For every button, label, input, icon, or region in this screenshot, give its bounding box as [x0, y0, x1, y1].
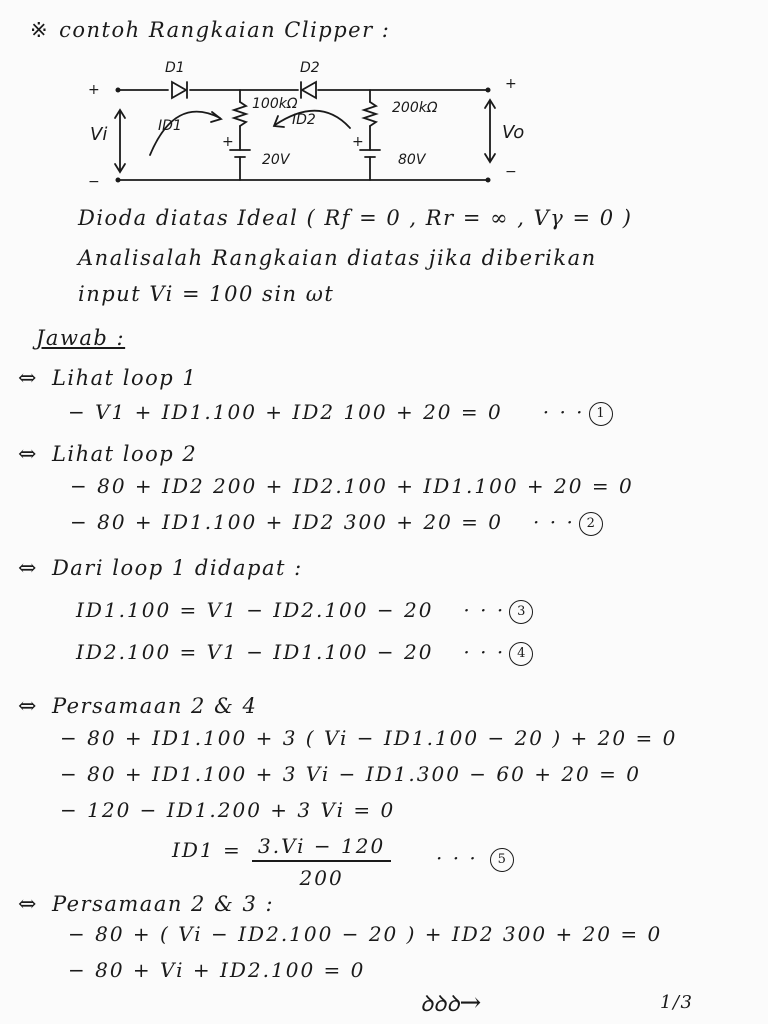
- resistor-r1-icon: [234, 102, 246, 126]
- double-arrow-icon: ⇔: [18, 366, 38, 391]
- solution-heading: Jawab :: [36, 326, 126, 350]
- step-4-label: ⇔ Persamaan 2 & 4: [18, 694, 258, 719]
- double-arrow-icon: ⇔: [18, 442, 38, 467]
- label-id2: ID2: [292, 112, 316, 128]
- label-vo-minus: −: [505, 164, 517, 180]
- equation-4: ID2.100 = V1 − ID1.100 − 20 · · · 4: [76, 640, 533, 666]
- step-2-label: ⇔ Lihat loop 2: [18, 442, 198, 467]
- problem-line-1: Dioda diatas Ideal ( Rf = 0 , Rr = ∞ , Vγ = 0 ): [78, 206, 633, 230]
- equation-ref-5-wrap: · · · 5: [436, 846, 514, 872]
- terminal-dot: [486, 178, 491, 183]
- next-page-arrow-icon: ꝺꝺꝺ→: [420, 988, 482, 1018]
- resistor-r2-icon: [364, 102, 376, 126]
- equation-2a: − 80 + ID2 200 + ID2.100 + ID1.100 + 20 = 0: [70, 474, 634, 498]
- equation-5c: − 120 − ID1.200 + 3 Vi = 0: [60, 798, 396, 822]
- label-r2: 200kΩ: [392, 100, 438, 116]
- clipper-circuit-diagram: [0, 0, 768, 200]
- terminal-dot: [116, 178, 121, 183]
- label-b1-plus: +: [222, 134, 234, 150]
- diode-d1-icon: [172, 82, 186, 98]
- equation-ref-3: 3: [509, 600, 533, 624]
- step-5-label: ⇔ Persamaan 2 & 3 :: [18, 892, 275, 917]
- terminal-dot: [486, 88, 491, 93]
- fraction: [252, 834, 391, 890]
- asterisk-icon: ※: [30, 18, 50, 42]
- equation-ref-2: 2: [579, 512, 603, 536]
- page-number: 1/3: [660, 992, 694, 1013]
- double-arrow-icon: ⇔: [18, 556, 38, 581]
- label-vo-plus: +: [505, 76, 517, 92]
- fraction-lhs: ID1 =: [172, 838, 242, 862]
- equation-6b: − 80 + Vi + ID2.100 = 0: [68, 958, 366, 982]
- problem-line-3: input Vi = 100 sin ωt: [78, 282, 335, 306]
- label-vi: Vi: [90, 124, 108, 145]
- equation-ref-5: 5: [490, 848, 514, 872]
- equation-6a: − 80 + ( Vi − ID2.100 − 20 ) + ID2 300 + 20 = 0: [68, 922, 663, 946]
- label-b2-plus: +: [352, 134, 364, 150]
- label-b1: 20V: [262, 152, 290, 168]
- title-text: contoh Rangkaian Clipper :: [59, 18, 391, 42]
- label-d1: D1: [165, 60, 185, 76]
- terminal-dot: [116, 88, 121, 93]
- step-1-label: ⇔ Lihat loop 1: [18, 366, 198, 391]
- label-b2: 80V: [398, 152, 426, 168]
- label-r1: 100kΩ: [252, 96, 298, 112]
- double-arrow-icon: ⇔: [18, 892, 38, 917]
- problem-line-2: Analisalah Rangkaian diatas jika diberikan: [78, 246, 597, 270]
- diode-d2-icon: [302, 82, 316, 98]
- label-vi-minus: −: [88, 174, 100, 190]
- step-3-label: ⇔ Dari loop 1 didapat :: [18, 556, 303, 581]
- fraction-denominator: 200: [299, 866, 344, 890]
- equation-2b: − 80 + ID1.100 + ID2 300 + 20 = 0 · · · 2: [70, 510, 603, 536]
- label-vo: Vo: [502, 122, 525, 143]
- equation-3: ID1.100 = V1 − ID2.100 − 20 · · · 3: [76, 598, 533, 624]
- label-id1: ID1: [158, 118, 182, 134]
- fraction-numerator: 3.Vi − 120: [252, 834, 391, 862]
- double-arrow-icon: ⇔: [18, 694, 38, 719]
- equation-5b: − 80 + ID1.100 + 3 Vi − ID1.300 − 60 + 20 = 0: [60, 762, 641, 786]
- label-d2: D2: [300, 60, 320, 76]
- equation-1: − V1 + ID1.100 + ID2 100 + 20 = 0 · · · 1: [68, 400, 613, 426]
- equation-ref-1: 1: [589, 402, 613, 426]
- equation-ref-4: 4: [509, 642, 533, 666]
- equation-5a: − 80 + ID1.100 + 3 ( Vi − ID1.100 − 20 ) + 20 = 0: [60, 726, 678, 750]
- label-vi-plus: +: [88, 82, 100, 98]
